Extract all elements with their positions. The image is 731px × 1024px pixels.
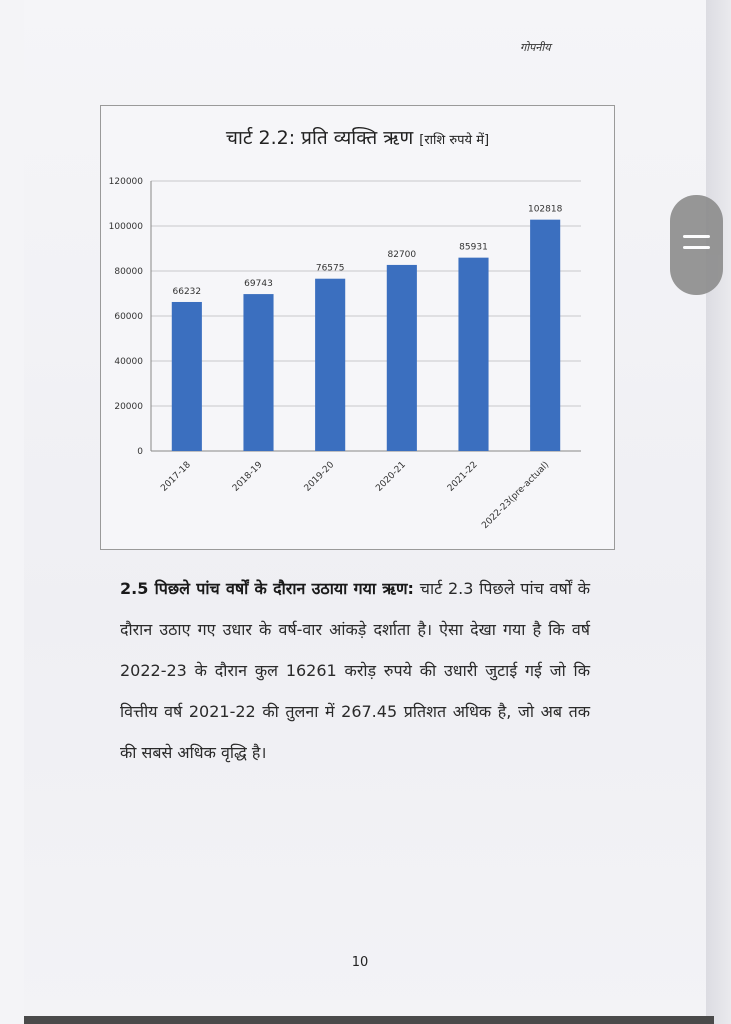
data-label: 76575 xyxy=(315,263,345,274)
handle-grip-line xyxy=(683,246,710,249)
handle-grip-line xyxy=(683,235,710,238)
x-tick-label: 2020-21 xyxy=(374,460,408,494)
bar xyxy=(530,220,560,451)
chart-title-main: चार्ट 2.2: प्रति व्यक्ति ऋण xyxy=(225,127,414,149)
scroll-handle[interactable] xyxy=(670,195,723,295)
bar xyxy=(315,279,345,451)
section-body: चार्ट 2.3 पिछले पांच वर्षों के दौरान उठाए गए उधार के वर्ष-वार आंकड़े दर्शाता है। ऐसा देखा गया है कि वर्ष 2022-23 के दौरान कुल 16261 करोड़ रुपये की उधारी जुटाई गई जो कि वित्तीय वर्ष 2021-22 की तुलना में 267.45 प्रतिशत अधिक है, जो अब तक की सबसे अधिक वृद्धि है। xyxy=(120,579,590,762)
chart-frame xyxy=(100,105,615,550)
y-tick-label: 100000 xyxy=(108,222,143,232)
data-label: 69743 xyxy=(244,279,273,290)
running-header: गोपनीय xyxy=(520,41,551,54)
data-label: 85931 xyxy=(459,242,488,253)
chart-title xyxy=(101,124,614,150)
y-tick-label: 40000 xyxy=(114,357,143,367)
page-number: 10 xyxy=(351,955,369,970)
bar xyxy=(243,294,273,451)
y-tick-label: 60000 xyxy=(114,312,143,322)
data-label: 66232 xyxy=(172,286,202,297)
y-tick-label: 120000 xyxy=(108,177,143,187)
x-tick-label: 2018-19 xyxy=(230,460,265,494)
y-tick-label: 0 xyxy=(137,447,143,457)
x-tick-label: 2021-22 xyxy=(445,460,480,494)
data-label: 102818 xyxy=(527,204,563,215)
bar-chart xyxy=(101,106,614,549)
page-edge-shadow xyxy=(706,0,731,1024)
section-paragraph xyxy=(120,568,590,773)
data-label: 82700 xyxy=(387,249,417,260)
left-margin-strip xyxy=(0,0,24,1024)
y-tick-label: 20000 xyxy=(114,402,143,412)
chart-title-unit: [राशि रुपये में] xyxy=(419,133,490,148)
x-tick-label: 2019-20 xyxy=(302,460,337,494)
bar xyxy=(458,258,488,451)
x-tick-label: 2022-23(pre-actual) xyxy=(480,460,552,532)
bar xyxy=(387,265,417,451)
y-tick-label: 80000 xyxy=(114,267,143,277)
section-heading: 2.5 पिछले पांच वर्षों के दौरान उठाया गया ऋण: xyxy=(120,579,414,598)
x-tick-label: 2017-18 xyxy=(159,460,193,494)
bar xyxy=(172,302,202,451)
bottom-bar xyxy=(24,1016,714,1024)
